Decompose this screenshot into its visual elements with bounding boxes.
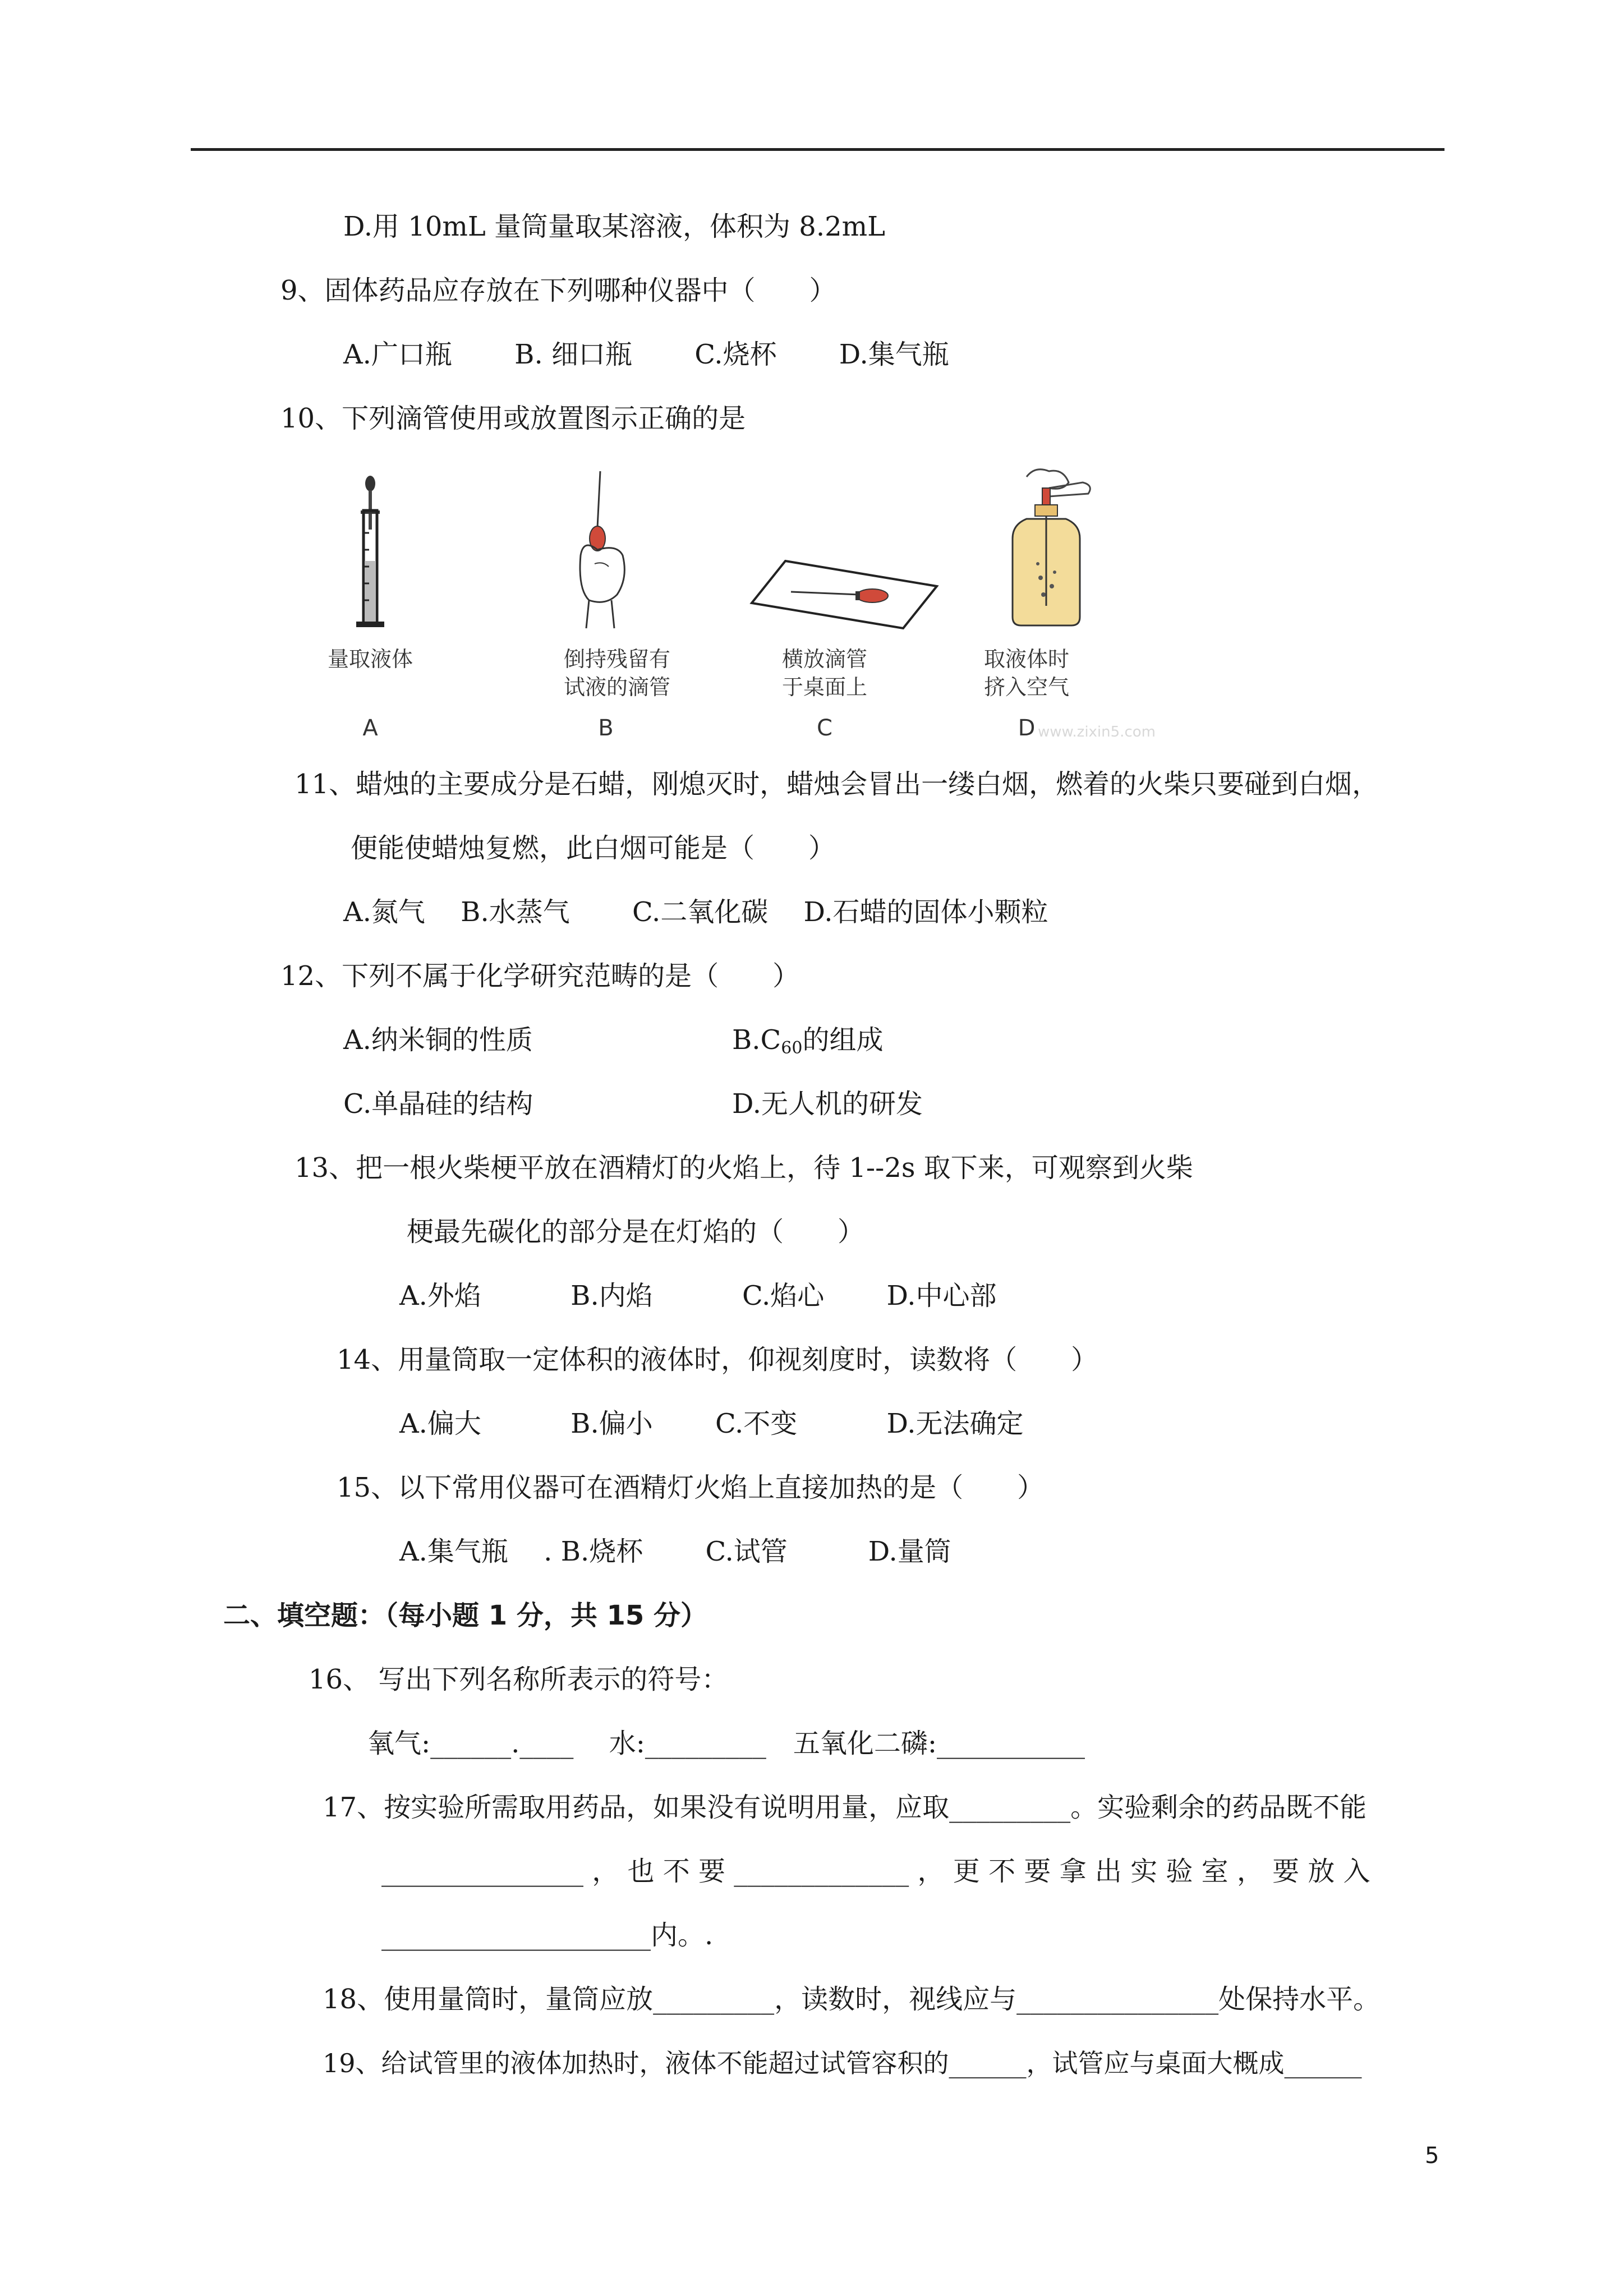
section-2-heading: 二、填空题：（每小题 1 分，共 15 分）	[223, 1600, 708, 1631]
figure-c-caption-2: 于桌面上	[781, 675, 867, 700]
q17-line-3: ____________________内。.	[381, 1920, 714, 1951]
q11-stem-1: 11、蜡烛的主要成分是石蜡，刚熄灭时，蜡烛会冒出一缕白烟，燃着的火柴只要碰到白烟，	[295, 769, 1379, 800]
graduated-cylinder-dropper-icon	[303, 466, 482, 634]
q16-stem: 16、 写出下列名称所表示的符号：	[309, 1664, 729, 1695]
q10-stem: 10、下列滴管使用或放置图示正确的是	[280, 403, 746, 434]
q13-options: A.外焰 B.内焰 C.焰心 D.中心部	[399, 1280, 997, 1312]
hand-held-dropper-icon	[527, 466, 707, 634]
figure-d-caption-2: 挤入空气	[983, 675, 1069, 700]
q17-line-1: 17、按实验所需取用药品，如果没有说明用量，应取_________。实验剩余的药品既不能	[323, 1792, 1367, 1823]
figure-b	[527, 466, 707, 757]
q13-stem-1: 13、把一根火柴梗平放在酒精灯的火焰上，待 1--2s 取下来，可观察到火柴	[295, 1152, 1193, 1184]
header-rule	[191, 148, 1444, 151]
q13-stem-2: 梗最先碳化的部分是在灯焰的（ ）	[407, 1216, 865, 1248]
q18-line: 18、使用量筒时，量筒应放_________，读数时，视线应与_______________处保持水平。	[323, 1984, 1381, 2015]
page-number: 5	[1425, 2143, 1439, 2169]
q14-options: A.偏大 B.偏小 C.不变 D.无法确定	[399, 1408, 1024, 1439]
q9-options: A.广口瓶 B. 细口瓶 C.烧杯 D.集气瓶	[343, 339, 949, 370]
q11-options: A.氮气 B.水蒸气 C.二氧化碳 D.石蜡的固体小颗粒	[343, 896, 1048, 928]
q15-stem: 15、以下常用仪器可在酒精灯火焰上直接加热的是（ ）	[337, 1472, 1045, 1503]
figure-a-letter: A	[362, 715, 378, 741]
q12-option-a: A.纳米铜的性质	[343, 1024, 533, 1056]
figure-c-letter: C	[817, 715, 832, 741]
figure-d-caption-1: 取液体时	[983, 647, 1069, 671]
q12-stem: 12、下列不属于化学研究范畴的是（ ）	[280, 960, 800, 992]
q19-line: 19、给试管里的液体加热时，液体不能超过试管容积的______，试管应与桌面大概成______	[323, 2048, 1362, 2078]
figure-b-letter: B	[598, 715, 614, 741]
dropper-figure	[303, 466, 1200, 757]
q14-stem: 14、用量筒取一定体积的液体时，仰视刻度时，读数将（ ）	[337, 1344, 1098, 1375]
figure-c-caption-1: 横放滴管	[781, 647, 867, 671]
q9-stem: 9、固体药品应存放在下列哪种仪器中（ ）	[280, 275, 836, 306]
q17-line-2: _______________ ， 也 不 要 _____________ ， 更 不 要 拿 出 实 验 室 ， 要 放 入	[381, 1856, 1370, 1887]
figure-d-letter: D	[1018, 715, 1036, 741]
figure-a-caption: 量取液体	[327, 647, 413, 671]
reagent-bottle-dropper-icon	[965, 466, 1144, 634]
watermark: www.zixin5.com	[1038, 724, 1156, 740]
q15-options: A.集气瓶 . B.烧杯 C.试管 D.量筒	[399, 1536, 951, 1567]
q12-option-b: $B.C_{60}$的组成	[732, 1024, 884, 1058]
q11-stem-2: 便能使蜡烛复燃，此白烟可能是（ ）	[351, 832, 836, 864]
q8-option-d: D.用 10mL 量筒量取某溶液，体积为 8.2mL	[343, 211, 886, 242]
figure-b-caption-2: 试液的滴管	[563, 675, 670, 700]
figure-b-caption-1: 倒持残留有	[563, 647, 670, 671]
figure-d	[965, 466, 1144, 757]
figure-a	[303, 466, 482, 757]
q12-option-c: C.单晶硅的结构	[343, 1088, 533, 1120]
q16-blanks: 氧气:______.____ 水:_________ 五氧化二磷:___________	[367, 1728, 1085, 1759]
q12-option-d: D.无人机的研发	[732, 1088, 923, 1120]
figure-c	[729, 466, 909, 757]
dropper-on-table-icon	[729, 466, 965, 634]
